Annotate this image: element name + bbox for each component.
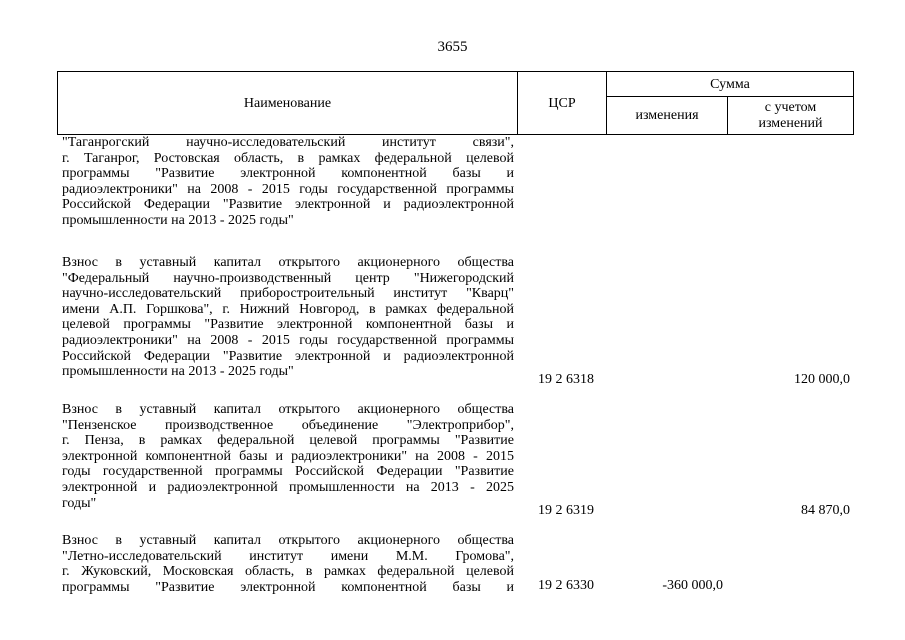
row-description	[62, 255, 514, 380]
row-line: г. Пенза, в рамках федеральной целевой программы "Развитие	[62, 433, 514, 449]
row-line: промышленности на 2013 - 2025 годы"	[62, 364, 294, 380]
row-description	[62, 533, 514, 595]
row-line: "Пензенское производственное объединение "Электроприбор",	[62, 417, 514, 433]
row-line: "Летно-исследовательский институт имени М.М. Громова",	[62, 548, 514, 564]
row-line: научно-исследовательский приборостроительный институт "Кварц"	[62, 286, 514, 302]
row-line: Взнос в уставный капитал открытого акционерного общества	[62, 402, 514, 417]
row-line: имени А.П. Горшкова", г. Нижний Новгород, в рамках федеральной	[62, 301, 514, 317]
row-line: г. Таганрог, Ростовская область, в рамках федеральной целевой	[62, 150, 514, 166]
row-line: программы "Развитие электронной компонентной базы и	[62, 579, 514, 595]
header-name-label: Наименование	[243, 96, 332, 111]
row-total: 84 870,0	[801, 503, 850, 518]
header-sum-label: Сумма	[710, 77, 750, 92]
page-number: 3655	[437, 39, 468, 55]
row-line: электронной и радиоэлектронной промышленности на 2013 - 2025	[62, 479, 514, 495]
row-line: годы государственной программы Российской Федерации "Развитие	[62, 464, 514, 480]
row-line: Взнос в уставный капитал открытого акционерного общества	[62, 255, 514, 270]
row-line: радиоэлектроники" на 2008 - 2015 годы государственной программы	[62, 332, 514, 348]
row-line: целевой программы "Развитие электронной компонентной базы и	[62, 317, 514, 333]
row-description	[62, 402, 514, 511]
row-line: промышленности на 2013 - 2025 годы"	[62, 212, 294, 228]
row-total: 120 000,0	[794, 372, 850, 387]
row-line: электронной компонентной базы и радиоэлектроники" на 2008 - 2015	[62, 448, 514, 464]
row-line: "Таганрогский научно-исследовательский институт связи",	[62, 135, 514, 150]
row-line: Российской Федерации "Развитие электронной и радиоэлектронной	[62, 348, 514, 364]
row-line: программы "Развитие электронной компонентной базы и	[62, 166, 514, 182]
row-line: Взнос в уставный капитал открытого акционерного общества	[62, 533, 514, 548]
row-csr: 19 2 6319	[538, 503, 594, 518]
row-csr: 19 2 6330	[538, 578, 594, 593]
row-line: г. Жуковский, Московская область, в рамках федеральной целевой	[62, 564, 514, 580]
row-line: радиоэлектроники" на 2008 - 2015 годы государственной программы	[62, 181, 514, 197]
row-line: годы"	[62, 495, 97, 511]
row-change: -360 000,0	[662, 578, 723, 593]
row-csr: 19 2 6318	[538, 372, 594, 387]
header-change-label: изменения	[635, 108, 699, 123]
header-total-label-line1: с учетом	[764, 100, 817, 115]
header-csr-label: ЦСР	[548, 96, 576, 111]
row-line: "Федеральный научно-производственный центр "Нижегородский	[62, 270, 514, 286]
row-description	[62, 135, 514, 229]
row-line: Российской Федерации "Развитие электронной и радиоэлектронной	[62, 197, 514, 213]
header-total-label-line2: изменений	[758, 116, 823, 131]
